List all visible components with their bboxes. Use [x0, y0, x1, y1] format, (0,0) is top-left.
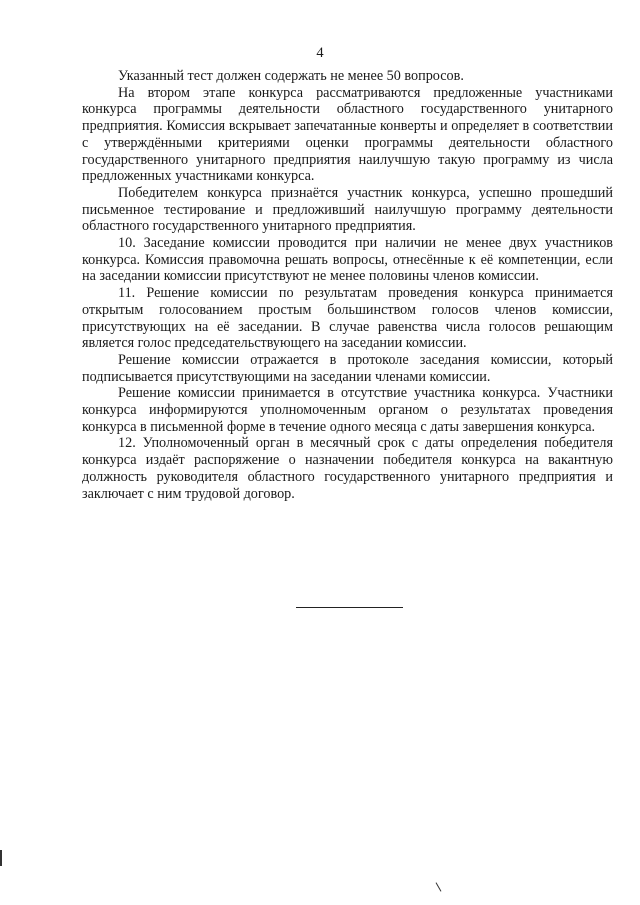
paragraph-protocol: Решение комиссии отражается в протоколе заседания комиссии, который подписывается присутствующими на заседании членами комиссии.	[82, 351, 613, 385]
paragraph-test-requirement: Указанный тест должен содержать не менее 50 вопросов.	[118, 68, 464, 84]
paragraph-winner: Победителем конкурса признаётся участник конкурса, успешно прошедший письменное тестирование и предложивший наилучшую программу деятельности областного государственного унитарного предприятия.	[82, 184, 613, 235]
paragraph-item-11: 11. Решение комиссии по результатам проведения конкурса принимается открытым голосованием простым большинством голосов членов комиссии, присутствующих на её заседании. В случае равенства числа голосов решающим является голос председательствующего на заседании комиссии.	[82, 285, 613, 352]
scan-artifact	[436, 882, 442, 891]
document-body	[82, 68, 613, 502]
paragraph-item-10: 10. Заседание комиссии проводится при наличии не менее двух участников конкурса. Комиссия правомочна решать вопросы, отнесённые к её компетенции, если на заседании комиссии присутствуют не менее половины членов комиссии.	[82, 235, 613, 285]
end-of-text-rule	[296, 607, 403, 608]
paragraph-second-stage: На втором этапе конкурса рассматриваются предложенные участниками конкурса программы деятельности областного государственного унитарного предприятия. Комиссия вскрывает запечатанные конверты и определяет в соответствии с утверждёнными критериями оценки программы деятельности областного государственного унитарного предприятия наилучшую такую программу из числа предложенных участниками конкурса.	[82, 84, 613, 185]
paragraph-item-12: 12. Уполномоченный орган в месячный срок с даты определения победителя конкурса издаёт распоряжение о назначении победителя конкурса на вакантную должность руководителя областного государственного унитарного предприятия и заключает с ним трудовой договор.	[82, 435, 613, 502]
paragraph-absence: Решение комиссии принимается в отсутствие участника конкурса. Участники конкурса информируются уполномоченным органом о результатах проведения конкурса в письменной форме в течение одного месяца с даты завершения конкурса.	[82, 385, 613, 435]
scan-artifact	[0, 850, 2, 866]
page-number: 4	[316, 45, 324, 61]
